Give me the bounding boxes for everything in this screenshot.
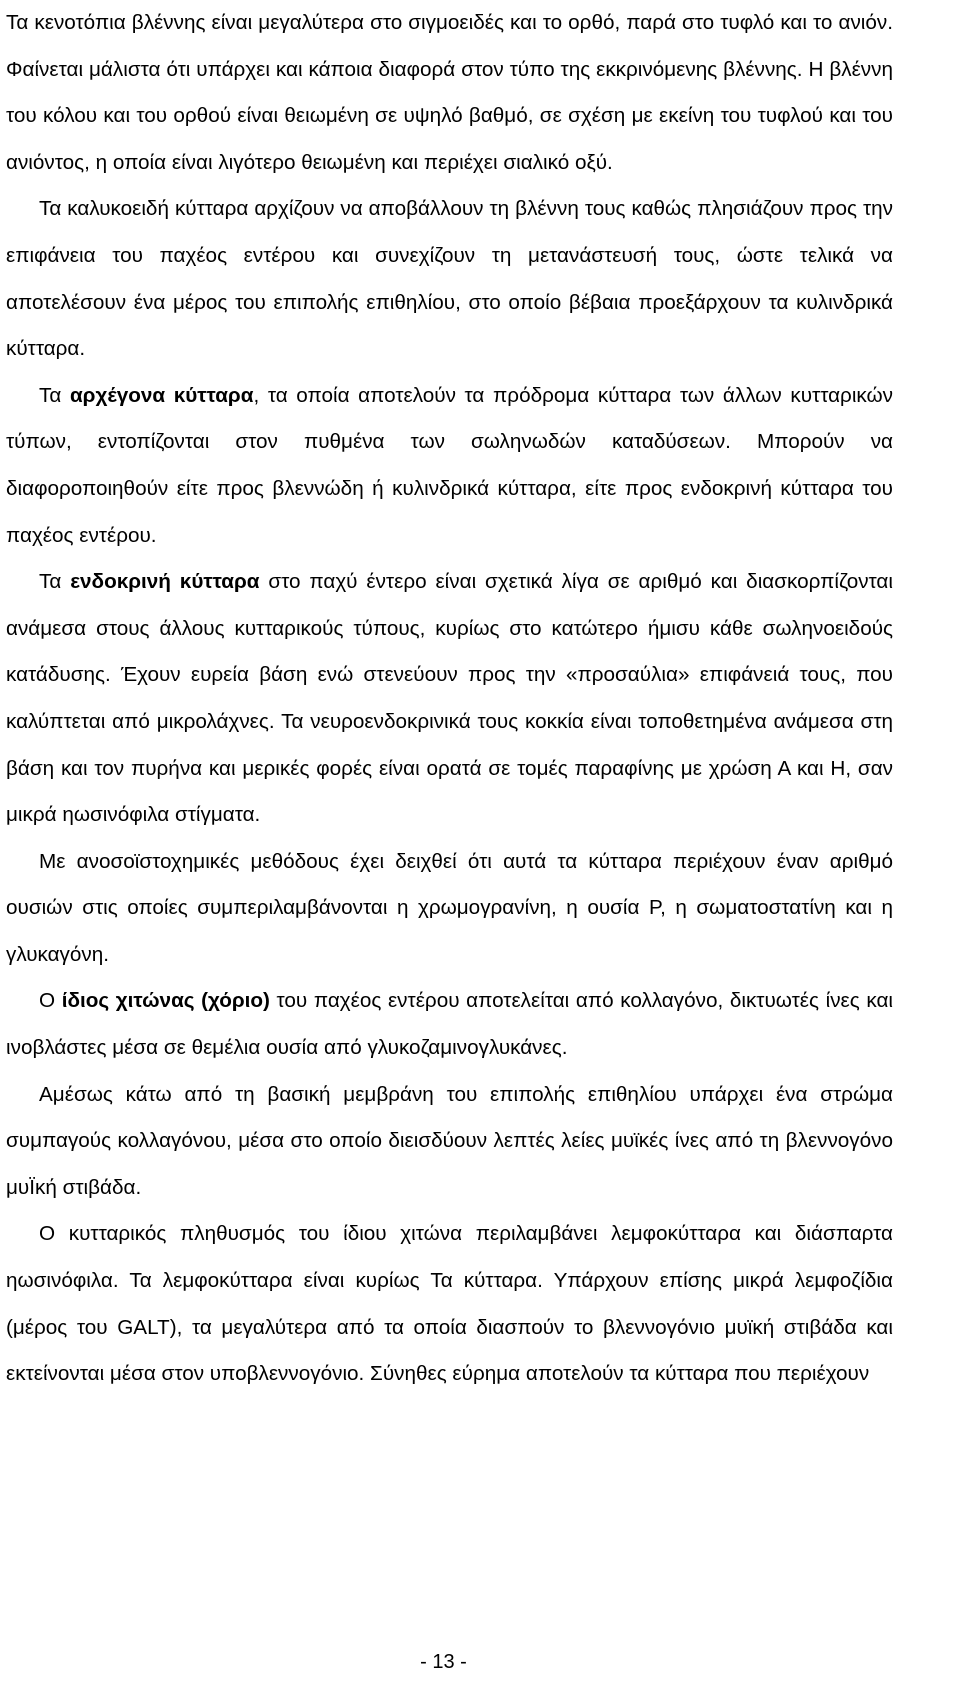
paragraph (6, 186, 893, 372)
paragraph (6, 978, 893, 1071)
text-run: Με ανοσοϊστοχημικές μεθόδους έχει δειχθεί ότι αυτά τα κύτταρα περιέχουν έναν αριθμό ουσιών στις οποίες συμπεριλαμβάνονται η χρωμογρανίνη, η ουσία Ρ, η σωματοστατίνη και η γλυκαγόνη. (6, 849, 893, 966)
paragraph (6, 1072, 893, 1212)
body-text (6, 0, 893, 1398)
text-run: , τα οποία αποτελούν τα πρόδρομα κύτταρα των άλλων κυτταρικών τύπων, εντοπίζονται στον πυθμένα των σωληνωδών καταδύσεων. Μπορούν να διαφοροποιηθούν είτε προς βλεννώδη ή κυλινδρικά κύτταρα, είτε προς ενδοκρινή κύτταρα του παχέος εντέρου. (6, 383, 893, 547)
paragraph (6, 839, 893, 979)
text-run: Ο (39, 989, 62, 1013)
text-run: Τα καλυκοειδή κύτταρα αρχίζουν να αποβάλλουν τη βλέννη τους καθώς πλησιάζουν προς την επιφάνεια του παχέος εντέρου και συνεχίζουν τη μετανάστευσή τους, ώστε τελικά να αποτελέσουν ένα μέρος του επιπολής επιθηλίου, στο οποίο βέβαια προεξάρχουν τα κυλινδρικά κύτταρα. (6, 197, 893, 361)
paragraph (6, 373, 893, 559)
bold-term: ίδιος χιτώνας (χόριο) (61, 989, 270, 1013)
page-number: - 13 - (420, 1651, 467, 1673)
text-run: Ο κυτταρικός πληθυσμός του ίδιου χιτώνα περιλαμβάνει λεμφοκύτταρα και διάσπαρτα ηωσινόφιλα. Τα λεμφοκύτταρα είναι κυρίως Τα κύτταρα. Υπάρχουν επίσης μικρά λεμφοζίδια (μέρος του GALT), τα μεγαλύτερα από τα οποία διασπούν το βλεννογόνιο μυϊκή στιβάδα και εκτείνονται μέσα στον υποβλεννογόνιο. Σύνηθες εύρημα αποτελούν τα κύτταρα που περιέχουν (6, 1222, 893, 1386)
paragraph (6, 559, 893, 839)
text-run: Αμέσως κάτω από τη βασική μεμβράνη του επιπολής επιθηλίου υπάρχει ένα στρώμα συμπαγούς κολλαγόνου, μέσα στο οποίο διεισδύουν λεπτές λείες μυϊκές ίνες από τη βλεννογόνο μυΪκή στιβάδα. (6, 1082, 893, 1199)
text-run: Τα (39, 383, 70, 407)
bold-term: ενδοκρινή κύτταρα (70, 570, 260, 594)
text-run: Τα (39, 570, 71, 594)
text-run: του παχέος εντέρου αποτελείται από κολλαγόνο, δικτυωτές ίνες και ινοβλάστες μέσα σε θεμέλια ουσία από γλυκοζαμινογλυκάνες. (6, 989, 894, 1060)
paragraph (6, 0, 893, 186)
bold-term: αρχέγονα κύτταρα (69, 383, 254, 407)
text-run: στο παχύ έντερο είναι σχετικά λίγα σε αριθμό και διασκορπίζονται ανάμεσα στους άλλους κυτταρικούς τύπους, κυρίως στο κατώτερο ήμισυ κάθε σωληνοειδούς κατάδυσης. Έχουν ευρεία βάση ενώ στενεύουν προς την «προσαύλια» επιφάνειά τους, που καλύπτεται από μικρολάχνες. Τα νευροενδοκρινικά τους κοκκία είναι τοποθετημένα ανάμεσα στη βάση και τον πυρήνα και μερικές φορές είναι ορατά σε τομές παραφίνης με χρώση Α και Η, σαν μικρά ηωσινόφιλα στίγματα. (6, 570, 893, 827)
paragraph (6, 1211, 893, 1397)
text-run: Τα κενοτόπια βλέννης είναι μεγαλύτερα στο σιγμοειδές και το ορθό, παρά στο τυφλό και το ανιόν. Φαίνεται μάλιστα ότι υπάρχει και κάποια διαφορά στον τύπο της εκκρινόμενης βλέννης. Η βλέννη του κόλου και του ορθού είναι θειωμένη σε υψηλό βαθμό, σε σχέση με εκείνη του τυφλού και του ανιόντος, η οποία είναι λιγότερο θειωμένη και περιέχει σιαλικό οξύ. (6, 11, 893, 174)
